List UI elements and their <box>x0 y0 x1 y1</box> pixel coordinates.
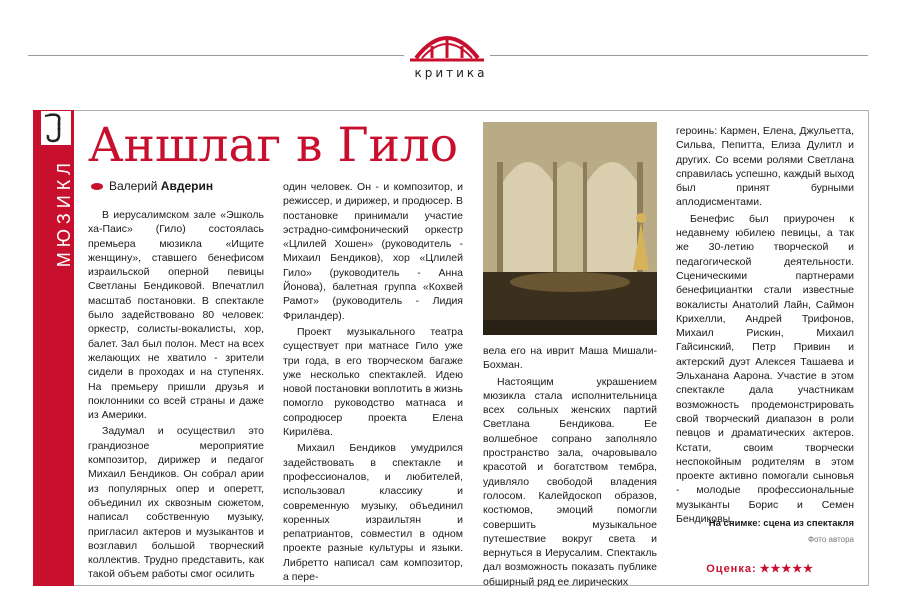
paragraph: Проект музыкального театра существует при матнасе Гило уже три года, в его творческом багаже уже несколько спектаклей. Идею новой постановки воплотить в жизнь помогло руководство матнаса и сопродюсер проекта Елена Кирилёва. <box>283 325 463 439</box>
photo-caption: На снимке: сцена из спектакля <box>708 518 854 529</box>
paragraph: Бенефис был приурочен к недавнему юбилею певицы, а так же 30-летию творческой и педагогической деятельности. Сценическими партнерами бенефициантки стали известные вокалисты Анатолий Лайн, Саймон Крихелли, Андрей Трифонов, Михаил Рискин, Михаил Гайсинский, Петр Привин и актерский дуэт Алексея Ташаева и Эльханана Аарона. Участие в этом спектакле дала участникам возможность продемонстрировать свой творческий диапазон в роли певцов и драматических актеров. Кстати, своим творчески неспокойным родителям в этом проекте активно помогали сыновья - молодые профессиональные музыканты Борис и Семен Бендиковы. <box>676 212 854 526</box>
paragraph: героинь: Кармен, Елена, Джульетта, Сильва, Пепитта, Елиза Дулитл и других. Со всеми ролями Светлана справилась успешно, каждый выход был принят бурными аплодисментами. <box>676 125 854 209</box>
paragraph: Михаил Бендиков умудрился задействовать в спектакле и профессионалов, и любителей, использовал классику и современную музыку, объединил коренных израильтян и репатриантов, совместил в одном проекте разные культуры и языки. Либретто написал сам композитор, а пере- <box>283 442 463 584</box>
rating-label: Оценка: <box>706 563 757 575</box>
author-byline <box>91 179 213 193</box>
paragraph: Задумал и осуществил это грандиозное мероприятие композитор, дирижер и педагог Михаил Бендиков. Он собрал арии из популярных опер и оперетт, объединил их сквозным сюжетом, написал собственную музыку, пригласил актеров и музыкантов и возглавил большой творческий коллектив. Трудно представить, как такой объем работы смог осилить <box>88 425 264 581</box>
article-column-4 <box>676 124 854 526</box>
bullet-icon <box>91 183 103 190</box>
saxophone-icon <box>41 111 71 145</box>
author-last-name: Авдерин <box>160 179 214 193</box>
section-label: критика <box>414 66 488 80</box>
theatre-arch-logo-icon <box>408 24 486 68</box>
paragraph: Настоящим украшением мюзикла стала исполнительница всех сольных женских партий Светлана Бендикова. Ее волшебное сопрано заполняло пространство зала, очаровывало красотой и богатством тембра, удивляло свободой владения голосом. Калейдоскоп образов, костюмов, эмоций помогли совершить музыкальное путешествие вокруг света и вернуться в Иерусалим. Спектакль дал возможность показать публике обширный ряд ее лирических <box>483 375 657 588</box>
paragraph: один человек. Он - и композитор, и режиссер, и дирижер, и продюсер. В постановке принимали участие эстрадно-симфонический оркестр «Цлилей Хошен» (руководитель - Михаил Бендиков), хор «Цлилей Гило» (руководитель - Анна Йонова), балетная группа «Кохвей Рамот» (руководитель - Лидия Фриландер). <box>283 181 463 322</box>
article-title: Аншлаг в Гило <box>88 118 459 173</box>
paragraph: вела его на иврит Маша Мишали-Бохман. <box>483 345 657 372</box>
header-rule-right <box>490 55 868 56</box>
article-column-3 <box>483 344 657 589</box>
photo-credit: Фото автора <box>807 535 854 544</box>
article-column-1 <box>88 208 264 582</box>
category-label: МЮЗИКЛ <box>54 158 74 268</box>
stage-photo <box>483 122 657 335</box>
article-column-2 <box>283 180 463 584</box>
author-first-name: Валерий <box>109 179 158 193</box>
rating <box>700 562 814 575</box>
header-rule-left <box>28 55 404 56</box>
paragraph: В иерусалимском зале «Эшколь ха-Паис» (Гило) состоялась премьера мюзикла «Ищите женщину», ставшего бенефисом израильской оперной певицы Светланы Бендиковой. Впечатлил масштаб постановки. В спектакле было задействовано 80 человек: оркестр, солисты-вокалисты, хор, балет. Зал был полон. Мест на всех желающих не хватило - зрители сидели в проходах и на ступенях. На премьеру пришли друзья и поклонники со всей страны и даже из Америки. <box>88 209 264 422</box>
rating-stars: ★★★★★ <box>759 563 814 575</box>
